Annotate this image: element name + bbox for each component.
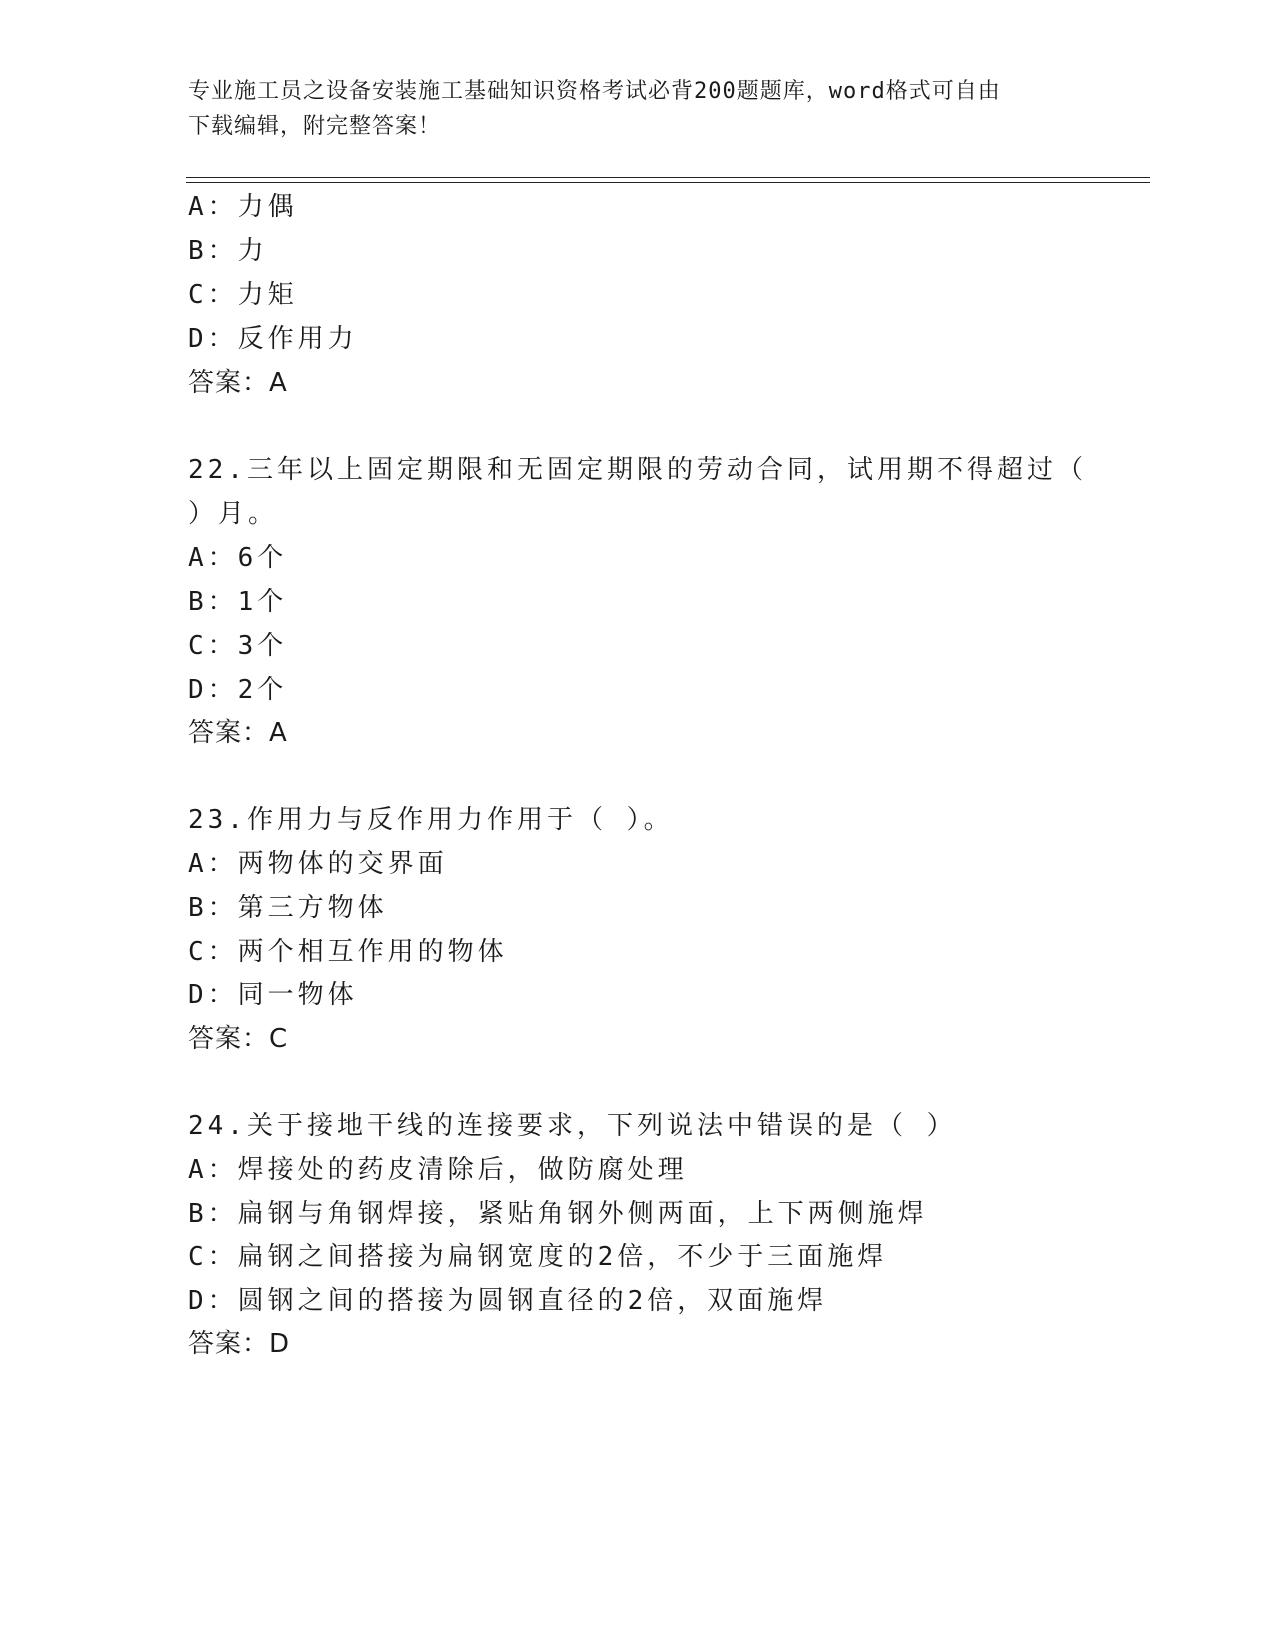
- q24-option-a: A：焊接处的药皮清除后，做防腐处理: [188, 1155, 688, 1185]
- q23-option-a: A：两物体的交界面: [188, 849, 448, 879]
- q21-answer: 答案：A: [188, 368, 288, 398]
- q22-stem-line-1: 22.三年以上固定期限和无固定期限的劳动合同，试用期不得超过（: [188, 455, 1087, 485]
- q23-stem-line-1: 23.作用力与反作用力作用于（ ）。: [188, 805, 674, 835]
- q22-stem-line-2: ）月。: [188, 499, 279, 529]
- q24-option-c: C：扁钢之间搭接为扁钢宽度的2倍，不少于三面施焊: [188, 1242, 888, 1272]
- q21-option-a: A：力偶: [188, 192, 298, 222]
- q24-answer: 答案：D: [188, 1329, 291, 1359]
- header-rule-bottom: [186, 182, 1150, 183]
- q21-option-c: C：力矩: [188, 280, 298, 310]
- q23-option-d: D：同一物体: [188, 980, 358, 1010]
- header-line-1: 专业施工员之设备安装施工基础知识资格考试必背200题题库，word格式可自由: [188, 79, 1001, 104]
- q21-option-b: B：力: [188, 236, 268, 266]
- header-line-2: 下载编辑，附完整答案！: [188, 114, 442, 139]
- q22-option-d: D：2个: [188, 675, 288, 705]
- q24-option-b: B：扁钢与角钢焊接，紧贴角钢外侧两面，上下两侧施焊: [188, 1199, 928, 1229]
- q22-option-c: C：3个: [188, 631, 288, 661]
- q23-option-b: B：第三方物体: [188, 893, 388, 923]
- q21-option-d: D：反作用力: [188, 324, 358, 354]
- document-header: [188, 74, 1068, 144]
- q23-option-c: C：两个相互作用的物体: [188, 937, 508, 967]
- q22-option-b: B：1个: [188, 587, 288, 617]
- q24-stem-line-1: 24.关于接地干线的连接要求，下列说法中错误的是（ ）: [188, 1111, 957, 1141]
- q22-answer: 答案：A: [188, 718, 288, 748]
- q24-option-d: D：圆钢之间的搭接为圆钢直径的2倍，双面施焊: [188, 1286, 828, 1316]
- q22-option-a: A：6个: [188, 543, 288, 573]
- q23-answer: 答案：C: [188, 1024, 289, 1054]
- header-rule-top: [186, 177, 1150, 178]
